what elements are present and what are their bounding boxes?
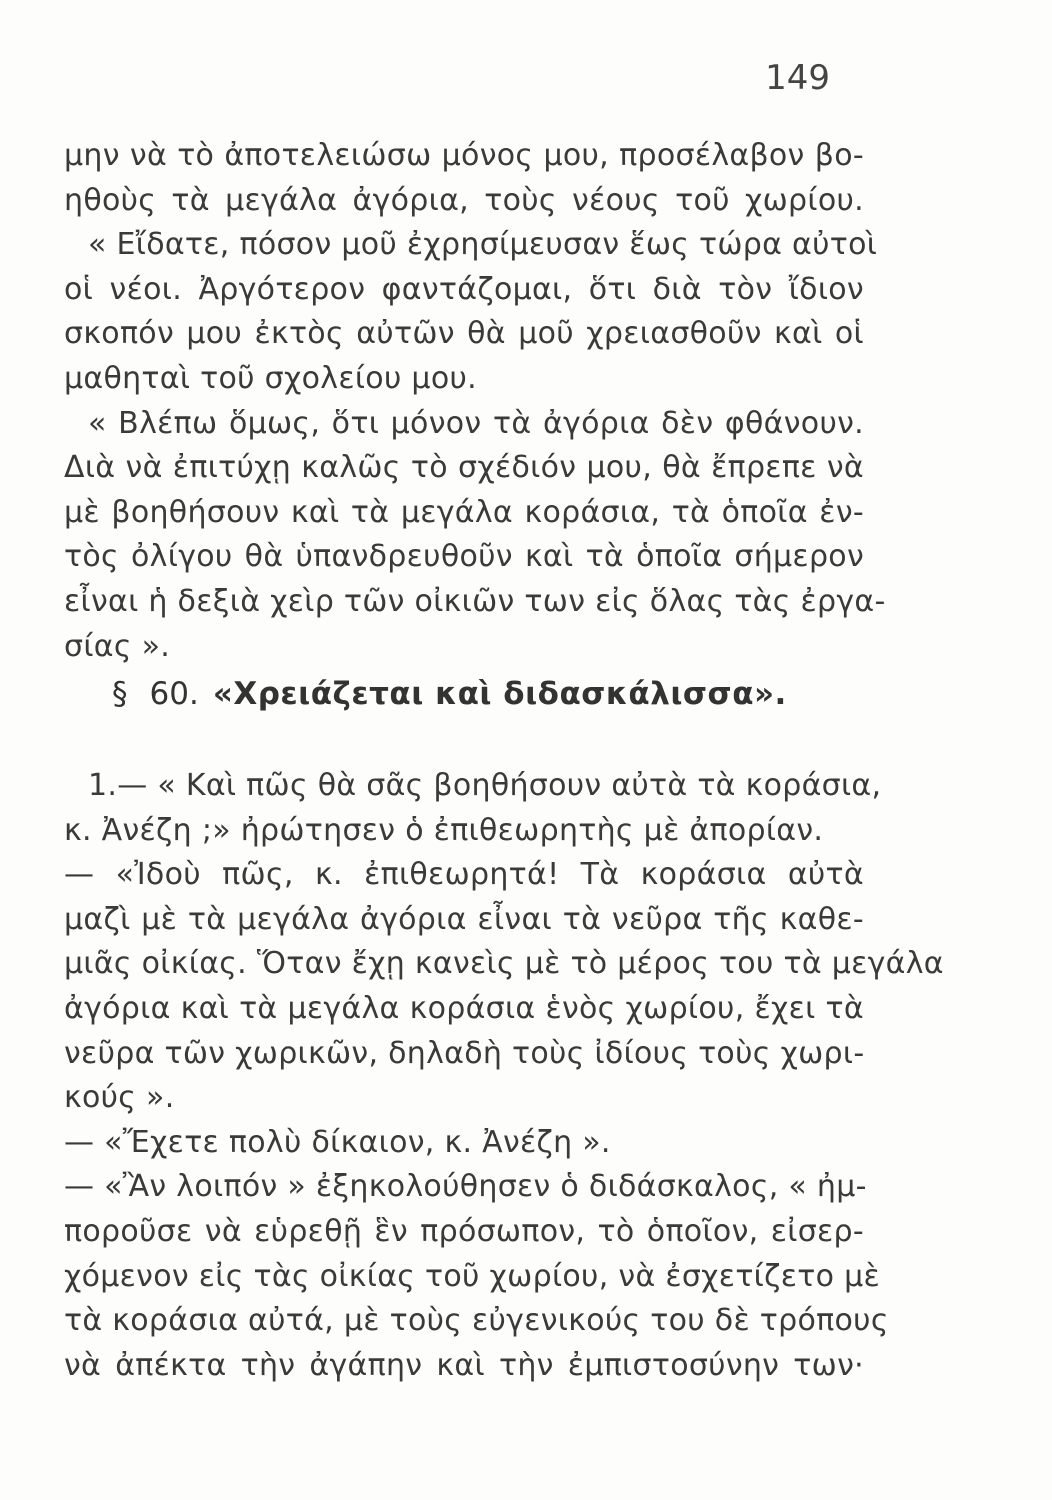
text-line: μιᾶς οἰκίας. Ὅταν ἔχῃ κανεὶς μὲ τὸ μέρος του τὰ μεγάλα [64,946,944,982]
text-line: « Βλέπω ὅμως, ὅτι μόνον τὰ ἀγόρια δὲν φθάνουν. [88,405,864,441]
text-line: σίας ». [64,628,171,664]
text-line: — «Ἔχετε πολὺ δίκαιον, κ. Ἀνέζη ». [64,1124,611,1160]
paragraph-block-2 [64,764,944,1388]
section-title: «Χρειάζεται καὶ διδασκάλισσα». [212,676,787,712]
text-line: νὰ ἀπέκτα τὴν ἀγάπην καὶ τὴν ἐμπιστοσύνην των· [64,1347,864,1383]
text-line: « Εἴδατε, πόσον μοῦ ἐχρησίμευσαν ἕως τώρα αὐτοὶ [88,227,878,263]
text-line: ποροῦσε νὰ εὑρεθῇ ἓν πρόσωπον, τὸ ὁποῖον, εἰσερ- [64,1213,864,1249]
paragraph-block-1 [64,134,886,669]
text-line: τὰ κοράσια αὐτά, μὲ τοὺς εὐγενικούς του δὲ τρόπους [64,1303,889,1339]
text-line: Διὰ νὰ ἐπιτύχῃ καλῶς τὸ σχέδιόν μου, θὰ ἔπρεπε νὰ [64,450,864,486]
text-line: μαζὶ μὲ τὰ μεγάλα ἀγόρια εἶναι τὰ νεῦρα τῆς καθε- [64,901,864,937]
text-line: νεῦρα τῶν χωρικῶν, δηλαδὴ τοὺς ἰδίους τοὺς χωρι- [64,1035,865,1071]
text-line: μὲ βοηθήσουν καὶ τὰ μεγάλα κοράσια, τὰ ὁποῖα ἐν- [64,494,864,530]
text-line: μην νὰ τὸ ἀποτελειώσω μόνος μου, προσέλαβον βο- [64,138,864,173]
text-line: — «Ἰδοὺ πῶς, κ. ἐπιθεωρητά! Τὰ κοράσια αὐτὰ [64,857,864,893]
text-line: εἶναι ἡ δεξιὰ χεὶρ τῶν οἰκιῶν των εἰς ὅλας τὰς ἐργα- [64,583,886,619]
section-heading [112,676,787,712]
text-line: κ. Ἀνέζη ;» ἠρώτησεν ὁ ἐπιθεωρητὴς μὲ ἀπορίαν. [64,812,824,848]
section-mark: § [112,676,128,712]
text-line: ηθοὺς τὰ μεγάλα ἀγόρια, τοὺς νέους τοῦ χωρίου. [64,182,864,218]
text-line: τὸς ὀλίγου θὰ ὑπανδρευθοῦν καὶ τὰ ὁποῖα σήμερον [64,539,864,575]
text-line: 1.— « Καὶ πῶς θὰ σᾶς βοηθήσουν αὐτὰ τὰ κοράσια, [88,768,882,803]
text-line: ἀγόρια καὶ τὰ μεγάλα κοράσια ἑνὸς χωρίου, ἔχει τὰ [64,990,864,1026]
text-line: οἱ νέοι. Ἀργότερον φαντάζομαι, ὅτι διὰ τὸν ἴδιον [64,271,864,307]
section-number: 60. [149,676,199,712]
text-line: χόμενον εἰς τὰς οἰκίας τοῦ χωρίου, νὰ ἐσχετίζετο μὲ [64,1258,881,1294]
page-number: 149 [765,58,830,98]
text-line: σκοπόν μου ἐκτὸς αὐτῶν θὰ μοῦ χρειασθοῦν καὶ οἱ [64,316,864,352]
text-line: κούς ». [64,1080,175,1116]
text-line: μαθηταὶ τοῦ σχολείου μου. [64,360,477,396]
text-line: — «Ἂν λοιπόν » ἐξηκολούθησεν ὁ διδάσκαλος, « ἠμ- [64,1169,867,1205]
